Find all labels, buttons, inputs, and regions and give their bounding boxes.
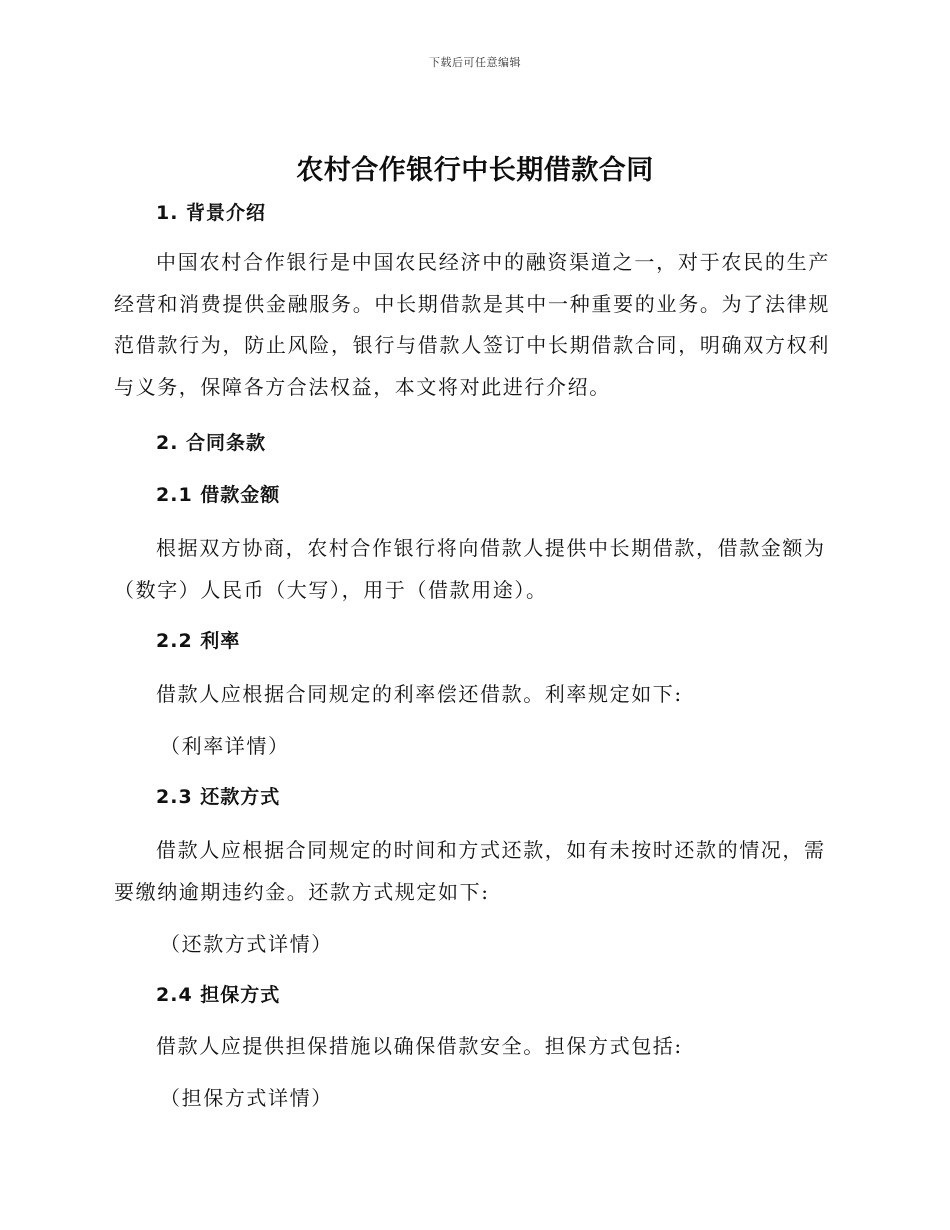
repayment-text-line-1: 借款人应根据合同规定的时间和方式还款，如有未按时还款的情况，需 [156,838,826,862]
document-title: 农村合作银行中长期借款合同 [296,155,654,186]
guarantee-detail: （担保方式详情） [160,1086,333,1110]
subsection-heading-repayment: 2.3 还款方式 [156,786,281,808]
subsection-heading-interest-rate: 2.2 利率 [156,630,241,652]
repayment-text-line-2: 要缴纳逾期违约金。还款方式规定如下: [114,880,490,904]
guarantee-text: 借款人应提供担保措施以确保借款安全。担保方式包括: [156,1034,683,1058]
loan-amount-text-line-2: （数字）人民币（大写），用于（借款用途）。 [114,578,548,602]
subsection-heading-guarantee: 2.4 担保方式 [156,984,281,1006]
repayment-detail: （还款方式详情） [160,932,333,956]
header-note: 下载后可任意编辑 [429,56,521,69]
background-paragraph: 中国农村合作银行是中国农民经济中的融资渠道之一，对于农民的生产经营和消费提供金融服务。中长期借款是其中一种重要的业务。为了法律规范借款行为，防止风险，银行与借款人签订中长期借款合同，明确双方权利与义务，保障各方合法权益，本文将对此进行介绍。 [114,250,830,399]
section-heading-contract-terms: 2. 合同条款 [156,432,267,454]
interest-rate-detail: （利率详情） [160,734,290,758]
interest-rate-text: 借款人应根据合同规定的利率偿还借款。利率规定如下: [156,682,683,706]
section-heading-background: 1. 背景介绍 [156,202,267,224]
subsection-heading-loan-amount: 2.1 借款金额 [156,484,281,506]
loan-amount-text-line-1: 根据双方协商，农村合作银行将向借款人提供中长期借款，借款金额为 [156,536,826,560]
